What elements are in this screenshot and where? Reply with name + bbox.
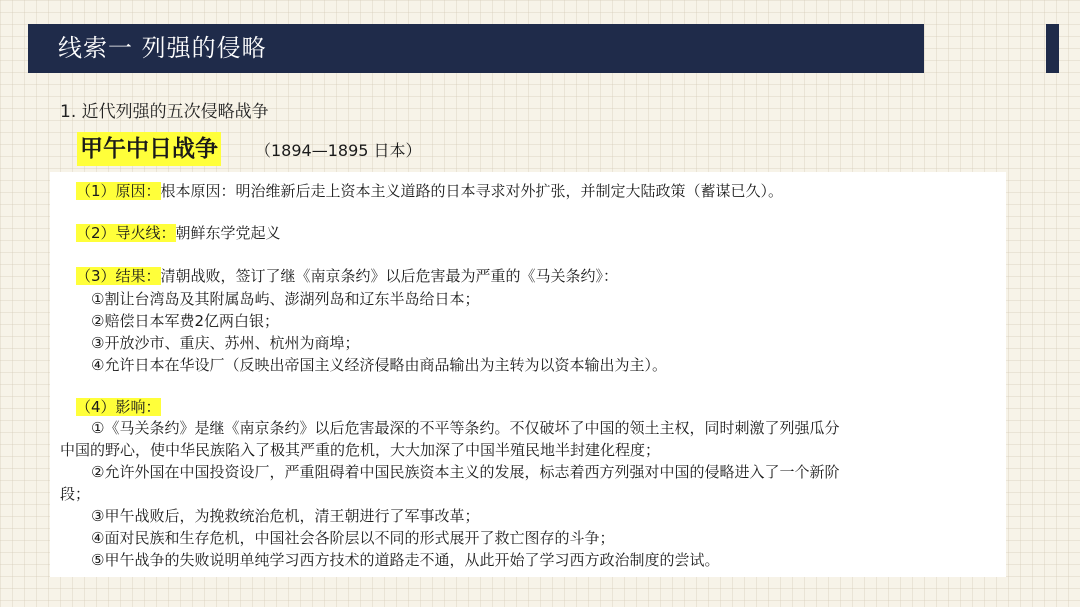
cause-line — [76, 180, 783, 202]
side-accent-bar — [1046, 24, 1059, 73]
result-item: ①割让台湾岛及其附属岛屿、澎湖列岛和辽东半岛给日本； — [91, 290, 480, 308]
impact-line-text: 中国的野心，使中华民族陷入了极其严重的危机，大大加深了中国半殖民地半封建化程度； — [60, 441, 661, 459]
content-panel — [50, 172, 1006, 577]
impact-line-text: ③甲午战败后，为挽救统治危机，清王朝进行了军事改革； — [91, 507, 480, 525]
section-subheading: 1. 近代列强的五次侵略战争 — [60, 102, 269, 122]
war-period: （1894—1895 日本） — [255, 141, 422, 160]
result-label: （3）结果： — [76, 267, 161, 285]
impact-line-text: ①《马关条约》是继《南京条约》以后危害最深的不平等条约。不仅破坏了中国的领土主权，同时刺激了列强瓜分 — [91, 419, 840, 437]
slide-title-bar — [28, 24, 924, 73]
impact-line-text: 段； — [60, 485, 91, 503]
trigger-line — [76, 222, 281, 244]
slide-title: 线索一 列强的侵略 — [58, 34, 267, 62]
impact-line-text: ②允许外国在中国投资设厂，严重阻碍着中国民族资本主义的发展，标志着西方列强对中国的侵略进入了一个新阶 — [91, 463, 840, 481]
result-text: 清朝战败，签订了继《南京条约》以后危害最为严重的《马关条约》： — [160, 267, 619, 285]
impact-line-text: ⑤甲午战争的失败说明单纯学习西方技术的道路走不通，从此开始了学习西方政治制度的尝试。 — [91, 551, 720, 569]
result-item: ②赔偿日本军费2亿两白银； — [91, 312, 279, 330]
trigger-label: （2）导火线： — [76, 224, 176, 242]
cause-text: 根本原因：明治维新后走上资本主义道路的日本寻求对外扩张，并制定大陆政策（蓄谋已久）。 — [160, 182, 784, 200]
cause-label: （1）原因： — [76, 182, 161, 200]
impact-label: （4）影响： — [76, 398, 161, 416]
impact-line — [76, 396, 161, 418]
result-line — [76, 265, 618, 287]
result-item: ③开放沙市、重庆、苏州、杭州为商埠； — [91, 334, 360, 352]
impact-line-text: ④面对民族和生存危机，中国社会各阶层以不同的形式展开了救亡图存的斗争； — [91, 529, 615, 547]
war-title: 甲午中日战争 — [77, 132, 221, 166]
trigger-text: 朝鲜东学党起义 — [175, 224, 281, 242]
result-item: ④允许日本在华设厂（反映出帝国主义经济侵略由商品输出为主转为以资本输出为主）。 — [91, 356, 667, 374]
